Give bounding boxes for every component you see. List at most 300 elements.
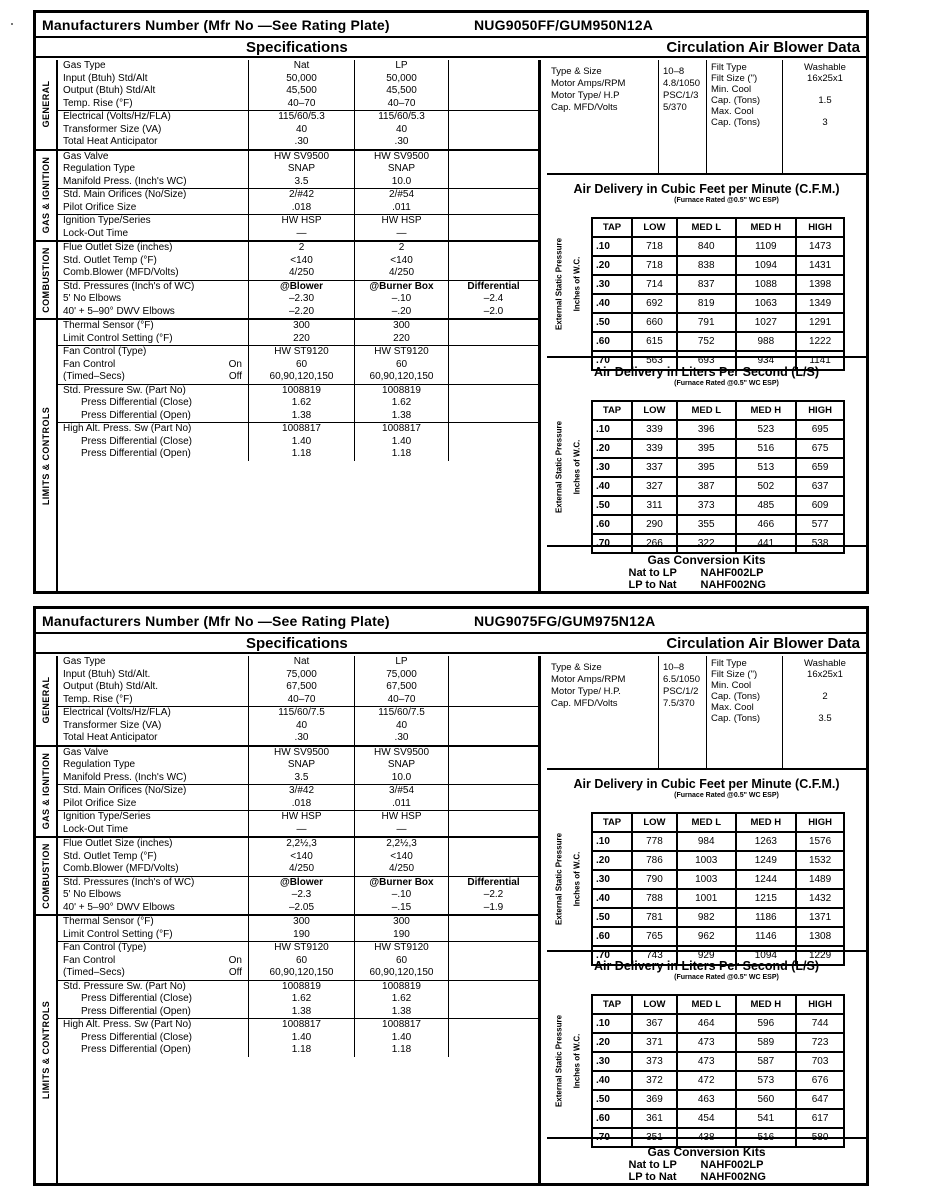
table-cell: 473 (677, 1052, 736, 1071)
spec-label-text: Std. Outlet Temp (°F) (63, 254, 157, 266)
group-label: COMBUSTION (41, 843, 51, 909)
spec-lp-cell (355, 136, 448, 149)
spec-label-text: Gas Type (63, 656, 106, 667)
table-cell: .10 (592, 237, 632, 256)
spec-label-text: Fan Control (Type) (63, 942, 147, 953)
table-cell: 1432 (796, 889, 844, 908)
spec-nat-cell (249, 656, 354, 669)
table-cell: 502 (736, 477, 797, 496)
spec-nat-text: — (296, 227, 307, 239)
spec-extra-cell (449, 732, 538, 745)
spec-nat-cell (249, 811, 354, 824)
spec-lp-text: 1008819 (382, 980, 421, 992)
spec-extra-cell (449, 60, 538, 73)
spec-label-cell (63, 811, 248, 824)
table-cell: .20 (592, 439, 632, 458)
blower-info-line: Cap. (Tons) (711, 117, 761, 128)
blower-info (547, 656, 866, 770)
spec-label-cell (63, 448, 248, 461)
table-row (592, 1033, 844, 1052)
spec-lp-text: 40 (395, 123, 408, 135)
spec-lp-cell (355, 955, 448, 968)
spec-lp-cell (355, 124, 448, 137)
table-cell: 1186 (736, 908, 797, 927)
table-cell: 1532 (796, 851, 844, 870)
spec-lp-text: 2/#54 (388, 189, 415, 200)
spec-sheet (33, 10, 869, 594)
table-row (592, 870, 844, 889)
spec-nat-cell (249, 838, 354, 851)
spec-nat-text: 1.38 (291, 409, 312, 421)
static-pressure-label: External Static Pressure (554, 832, 564, 926)
table-cell: 1141 (796, 351, 844, 370)
spec-extra-cell (449, 436, 538, 449)
spec-lp-cell (355, 448, 448, 461)
spec-label-cell (63, 929, 248, 942)
spec-label-cell (63, 967, 248, 980)
section-headers (36, 38, 866, 58)
table-cell: 1291 (796, 313, 844, 332)
table-row (592, 458, 844, 477)
table-header-row (592, 995, 844, 1014)
spec-nat-cell (249, 124, 354, 137)
spec-label-text: Regulation Type (63, 163, 136, 174)
spec-block (58, 877, 538, 915)
spec-nat-text: 3/#42 (288, 785, 315, 796)
spec-label-text: Gas Type (63, 60, 106, 71)
column-header: MED H (736, 218, 797, 237)
filter-info-values (783, 656, 866, 768)
table-cell: 580 (796, 1128, 844, 1147)
table-row (592, 294, 844, 313)
column-header: TAP (592, 995, 632, 1014)
spec-nat-text: 75,000 (286, 668, 317, 680)
table-cell: 311 (632, 496, 677, 515)
ls-table (591, 994, 845, 1148)
table-cell: 438 (677, 1128, 736, 1147)
spec-label-cell (63, 98, 248, 111)
table-cell: 516 (736, 439, 797, 458)
table-row (592, 1090, 844, 1109)
spec-extra-cell (449, 981, 538, 994)
spec-lp-text: 45,500 (386, 85, 417, 96)
spec-lp-cell (355, 798, 448, 811)
table-cell: 351 (632, 1128, 677, 1147)
spec-lp-text: 220 (393, 332, 410, 344)
spec-extra-cell (449, 929, 538, 942)
spec-extra-cell (449, 993, 538, 1006)
table-cell: 596 (736, 1014, 797, 1033)
table-header-row (592, 813, 844, 832)
spec-extra-cell (449, 320, 538, 333)
table-cell: 723 (796, 1033, 844, 1052)
column-header: LOW (632, 401, 677, 420)
kit-part-number: NAHF002LP (700, 567, 764, 580)
column-header: HIGH (796, 813, 844, 832)
spec-nat-text: 300 (293, 320, 310, 331)
table-cell: 1094 (736, 946, 797, 965)
column-header: LOW (632, 995, 677, 1014)
spec-label-text: Press Differential (Open) (81, 448, 191, 459)
table-cell: 819 (677, 294, 736, 313)
spec-extra-cell (449, 385, 538, 398)
spec-lp-cell (355, 993, 448, 1006)
spec-lp-text: HW ST9120 (374, 942, 429, 953)
model-number: NUG9075FG/GUM975N12A (474, 612, 656, 629)
spec-nat-text: 60 (295, 954, 308, 966)
spec-nat-text: 67,500 (286, 681, 317, 692)
table-cell: 355 (677, 515, 736, 534)
spec-label-text: (Timed–Secs) (63, 967, 125, 978)
table-cell: .40 (592, 477, 632, 496)
spec-lp-text: 40–70 (387, 693, 416, 705)
spec-extra-cell (449, 694, 538, 707)
spec-nat-cell (249, 669, 354, 682)
spec-nat-text: 220 (293, 332, 310, 344)
spec-nat-text: 190 (293, 928, 310, 940)
group-combustion (36, 838, 538, 916)
spec-extra-cell (449, 759, 538, 772)
table-cell: .50 (592, 313, 632, 332)
spec-label-text: Total Heat Anticipator (63, 136, 158, 147)
spec-label-cell (63, 942, 248, 955)
spec-nat-text: 2/#42 (288, 189, 315, 200)
spec-label-text: Lock-Out Time (63, 227, 129, 239)
table-cell: 1249 (736, 851, 797, 870)
spec-lp-cell (355, 151, 448, 164)
spec-lp-cell (355, 759, 448, 772)
spec-extra-cell (449, 889, 538, 902)
spec-lp-text: 190 (393, 928, 410, 940)
table-cell: 1215 (736, 889, 797, 908)
spec-lp-cell (355, 967, 448, 980)
spec-nat-text: SNAP (287, 163, 316, 174)
spec-label-text: Std. Main Orifices (No/Size) (63, 785, 187, 796)
spec-label-text: Std. Pressures (Inch's of WC) (63, 876, 195, 888)
group-gas-ignition (36, 747, 538, 839)
spec-lp-text: 3/#54 (388, 785, 415, 796)
table-cell: 466 (736, 515, 797, 534)
spec-label-cell (63, 423, 248, 436)
spec-label-text: Fan Control (Type) (63, 346, 147, 357)
spec-nat-cell (249, 346, 354, 359)
spec-extra-cell (449, 293, 538, 306)
ls-airflow-section (547, 358, 866, 550)
model-number: NUG9050FF/GUM950N12A (474, 16, 654, 33)
spec-extra-cell (449, 410, 538, 423)
manufacturer-number-row (36, 13, 866, 38)
filter-info-labels (707, 60, 783, 173)
spec-nat-text: 3.5 (294, 175, 309, 187)
spec-nat-text: HW SV9500 (273, 746, 330, 758)
spec-nat-text: HW ST9120 (274, 346, 329, 357)
cfm-airflow-section (547, 175, 866, 366)
blower-info-line: Filt Size (") (711, 73, 758, 84)
spec-block (58, 916, 538, 942)
spec-extra-cell (449, 1044, 538, 1057)
spec-label-text: Ignition Type/Series (63, 811, 151, 822)
table-cell: 929 (677, 946, 736, 965)
cfm-airflow-section (547, 770, 866, 962)
spec-nat-cell (249, 267, 354, 280)
spec-lp-text: 1.38 (391, 409, 412, 421)
spec-lp-text: 300 (393, 320, 410, 331)
blower-info-line: 4.8/1050 (663, 78, 700, 89)
kits-title: Gas Conversion Kits (647, 1145, 766, 1159)
spec-lp-text: LP (395, 656, 408, 667)
filter-info-values (783, 60, 866, 173)
spec-nat-cell (249, 151, 354, 164)
manufacturer-number-label: Manufacturers Number (Mfr No —See Rating Plate) (42, 612, 390, 629)
spec-extra-text: Differential (467, 876, 520, 888)
table-row (592, 908, 844, 927)
spec-nat-text: 45,500 (286, 85, 317, 96)
blower-info-line: 2 (822, 691, 828, 702)
column-header: MED L (677, 218, 736, 237)
spec-lp-cell (355, 929, 448, 942)
spec-lp-text: 1.40 (391, 435, 412, 447)
table-cell: 395 (677, 458, 736, 477)
spec-label-cell (63, 410, 248, 423)
table-row (592, 496, 844, 515)
kit-row (547, 579, 866, 591)
cfm-subtitle: (Furnace Rated @0.5" WC ESP) (674, 196, 779, 204)
table-cell: 1109 (736, 237, 797, 256)
spec-label-cell (63, 824, 248, 837)
spec-lp-text: HW ST9120 (374, 346, 429, 357)
spec-lp-cell (355, 732, 448, 745)
table-cell: .20 (592, 256, 632, 275)
spec-extra-cell (449, 772, 538, 785)
spec-nat-cell (249, 902, 354, 915)
spec-nat-cell (249, 385, 354, 398)
table-cell: 1003 (677, 851, 736, 870)
spec-lp-text: 1008817 (382, 423, 421, 434)
table-cell: .40 (592, 1071, 632, 1090)
spec-nat-cell (249, 929, 354, 942)
table-cell: 1222 (796, 332, 844, 351)
spec-lp-text: HW SV9500 (373, 746, 430, 758)
spec-label-cell (63, 189, 248, 202)
spec-nat-cell (249, 176, 354, 189)
spec-nat-text: 40 (295, 123, 308, 135)
spec-extra-cell (449, 163, 538, 176)
spec-label-text: 40' + 5–90° DWV Elbows (63, 305, 175, 317)
table-cell: 485 (736, 496, 797, 515)
table-cell: 718 (632, 237, 677, 256)
blower-info-line: Cap. (Tons) (711, 95, 761, 106)
spec-label-text: (Timed–Secs) (63, 371, 125, 382)
table-row (592, 1071, 844, 1090)
spec-lp-text: 1.62 (391, 397, 412, 408)
spec-lp-cell (355, 436, 448, 449)
kit-conversion: LP to Nat (628, 579, 677, 592)
specifications-table (36, 656, 541, 1183)
spec-extra-cell (449, 151, 538, 164)
group-general (36, 60, 538, 151)
spec-label-cell (63, 293, 248, 306)
spec-nat-cell (249, 785, 354, 798)
column-header: MED L (677, 401, 736, 420)
spec-extra-cell (449, 916, 538, 929)
spec-label-cell (63, 669, 248, 682)
spec-lp-cell (355, 707, 448, 720)
spec-lp-cell (355, 73, 448, 86)
spec-nat-cell (249, 955, 354, 968)
specifications-table (36, 60, 541, 591)
spec-lp-text: 60 (395, 358, 408, 370)
blower-info-line: 16x25x1 (807, 73, 843, 84)
spec-nat-text: HW HSP (281, 811, 322, 822)
table-cell: 1094 (736, 256, 797, 275)
spec-extra-cell (449, 242, 538, 255)
spec-extra-cell (449, 136, 538, 149)
kit-row (547, 1159, 866, 1171)
table-cell: 513 (736, 458, 797, 477)
group-gas-ignition (36, 151, 538, 243)
spec-nat-cell (249, 202, 354, 215)
spec-label-cell (63, 838, 248, 851)
column-header: TAP (592, 813, 632, 832)
inches-wc-label: Inches of W.C. (572, 256, 582, 312)
spec-extra-cell (449, 346, 538, 359)
table-cell: 1244 (736, 870, 797, 889)
table-cell: 1308 (796, 927, 844, 946)
spec-label-text: Ignition Type/Series (63, 215, 151, 226)
blower-info-line: 6.5/1050 (663, 674, 700, 685)
blower-info-line: Filt Type (711, 658, 747, 669)
blower-info-line: Motor Type/ H.P. (551, 686, 621, 697)
spec-label-cell (63, 656, 248, 669)
kit-conversion: Nat to LP (628, 1159, 677, 1171)
spec-label-cell (63, 371, 248, 384)
spec-nat-text: 2 (298, 242, 305, 253)
spec-extra-cell (449, 281, 538, 294)
spec-lp-text: 300 (393, 916, 410, 927)
spec-extra-cell (449, 333, 538, 346)
spec-extra-text: –2.4 (483, 293, 504, 304)
spec-nat-cell (249, 732, 354, 745)
kit-part-number: NAHF002NG (700, 1171, 766, 1183)
spec-label-cell (63, 759, 248, 772)
spec-label-text: Input (Btuh) Std/Alt. (63, 668, 151, 680)
spec-lp-cell (355, 772, 448, 785)
spec-label-text: 5' No Elbows (63, 889, 122, 900)
spec-lp-text: 1008817 (382, 1019, 421, 1030)
spec-block (58, 189, 538, 215)
spec-lp-text: 40 (395, 719, 408, 731)
spec-label-text: Regulation Type (63, 759, 136, 770)
cfm-table (591, 217, 845, 371)
spec-extra-cell (449, 942, 538, 955)
spec-label-text: Output (Btuh) Std/Alt. (63, 681, 159, 692)
spec-nat-cell (249, 707, 354, 720)
spec-label-cell (63, 202, 248, 215)
blower-info-line (787, 84, 863, 95)
table-cell: 778 (632, 832, 677, 851)
table-cell: 1576 (796, 832, 844, 851)
blower-info-labels (547, 656, 659, 768)
spec-lp-cell (355, 838, 448, 851)
spec-label-text: Fan Control (63, 358, 116, 370)
spec-nat-text: .30 (294, 136, 309, 147)
spec-nat-cell (249, 1044, 354, 1057)
spec-label-text: Manifold Press. (Inch's WC) (63, 771, 187, 783)
table-cell: 1489 (796, 870, 844, 889)
table-cell: .20 (592, 1033, 632, 1052)
spec-label-text: Press Differential (Close) (81, 397, 192, 408)
spec-extra-cell (449, 747, 538, 760)
group-limits-controls (36, 916, 538, 1183)
spec-nat-text: HW HSP (281, 215, 322, 226)
table-cell: 659 (796, 458, 844, 477)
table-row (592, 1128, 844, 1147)
spec-lp-cell (355, 811, 448, 824)
spec-lp-cell (355, 981, 448, 994)
table-cell: 1063 (736, 294, 797, 313)
spec-extra-cell (449, 359, 538, 372)
spec-lp-text: 115/60/7.5 (378, 707, 425, 718)
table-cell: 1473 (796, 237, 844, 256)
blower-info-line: Cap. (Tons) (711, 691, 761, 702)
column-header: HIGH (796, 218, 844, 237)
ls-title: Air Delivery in Liters Per Second (L/S) (593, 365, 820, 380)
kit-row (547, 1171, 866, 1183)
cfm-title: Air Delivery in Cubic Feet per Minute (C.F.M.) (573, 777, 840, 792)
blower-info-line: 16x25x1 (807, 669, 843, 680)
table-cell: .40 (592, 294, 632, 313)
blower-info-line: PSC/1/2 (663, 686, 699, 697)
table-cell: 962 (677, 927, 736, 946)
spec-lp-text: HW HSP (381, 215, 422, 226)
kit-conversion: LP to Nat (628, 1171, 677, 1183)
kit-part-number: NAHF002NG (700, 579, 766, 592)
spec-label-text: Press Differential (Open) (81, 1005, 191, 1017)
spec-nat-cell (249, 1032, 354, 1045)
spec-nat-cell (249, 293, 354, 306)
circulation-blower-title: Circulation Air Blower Data (666, 635, 860, 652)
table-cell: 337 (632, 458, 677, 477)
spec-lp-text: 2 (398, 242, 405, 253)
spec-lp-text: 67,500 (386, 681, 417, 692)
table-cell: 361 (632, 1109, 677, 1128)
spec-lp-text: @Burner Box (369, 280, 434, 292)
spec-label-text: Temp. Rise (°F) (63, 693, 133, 705)
fan-on-off-label: Off (228, 967, 242, 978)
static-pressure-label: External Static Pressure (554, 237, 564, 330)
spec-lp-cell (355, 669, 448, 682)
table-cell: 703 (796, 1052, 844, 1071)
column-header: TAP (592, 218, 632, 237)
spec-lp-cell (355, 720, 448, 733)
spec-lp-cell (355, 902, 448, 915)
spec-lp-text: 1008819 (382, 384, 421, 396)
spec-block (58, 346, 538, 385)
spec-nat-cell (249, 772, 354, 785)
blower-info (547, 60, 866, 175)
spec-label-cell (63, 85, 248, 98)
spec-lp-text: 115/60/5.3 (378, 111, 425, 122)
spec-nat-text: 300 (293, 916, 310, 927)
spec-nat-text: .018 (291, 797, 312, 809)
group-label: GENERAL (41, 80, 51, 128)
group-combustion (36, 242, 538, 320)
spec-nat-cell (249, 397, 354, 410)
spec-nat-text: 40–70 (287, 97, 316, 109)
spec-lp-text: <140 (390, 850, 413, 862)
spec-nat-cell (249, 436, 354, 449)
spec-extra-cell (449, 111, 538, 124)
